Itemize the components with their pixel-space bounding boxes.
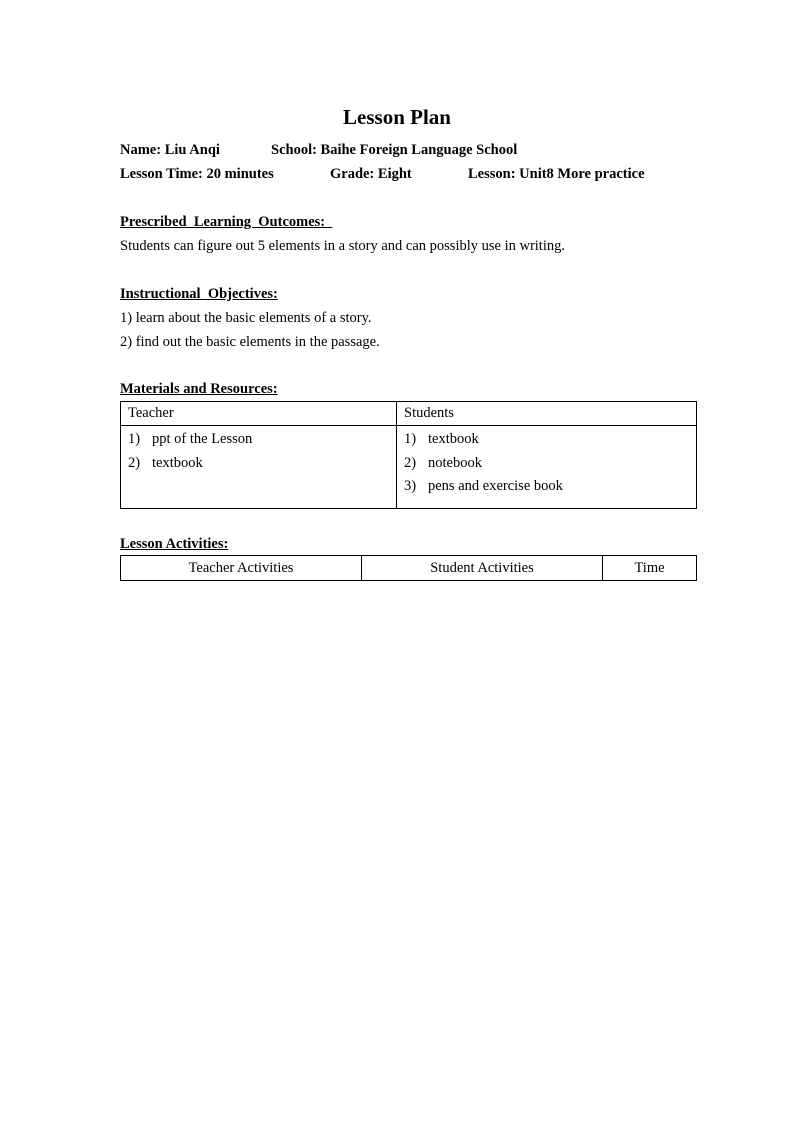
student-materials-list: [404, 428, 696, 499]
list-text: ppt of the Lesson: [152, 431, 253, 447]
column-header-time: Time: [603, 556, 697, 581]
list-text: textbook: [428, 431, 479, 447]
list-item: [404, 452, 696, 476]
column-header-teacher-activities: Teacher Activities: [121, 556, 362, 581]
lesson-time: Lesson Time: 20 minutes: [120, 166, 274, 182]
objective-item: 2) find out the basic elements in the passage.: [120, 334, 380, 350]
materials-heading: Materials and Resources:: [120, 381, 278, 397]
table-header-row: [121, 556, 697, 581]
list-number: 2): [128, 454, 141, 471]
table-row: [121, 426, 697, 509]
list-item: [404, 428, 696, 452]
list-text: notebook: [428, 454, 482, 471]
table-header-row: [121, 402, 697, 426]
student-materials-cell: [397, 426, 697, 509]
teacher-materials-cell: [121, 426, 397, 509]
list-item: [404, 475, 696, 499]
objectives-heading: Instructional Objectives:: [120, 286, 278, 302]
school-name: School: Baihe Foreign Language School: [271, 142, 518, 158]
outcomes-text: Students can figure out 5 elements in a story and can possibly use in writing.: [120, 238, 565, 254]
list-text: pens and exercise book: [428, 478, 563, 494]
list-number: 1): [128, 431, 141, 447]
objective-item: 1) learn about the basic elements of a story.: [120, 310, 372, 326]
grade: Grade: Eight: [330, 166, 412, 182]
outcomes-heading: Prescribed Learning Outcomes:: [120, 214, 333, 230]
teacher-name: Name: Liu Anqi: [120, 142, 220, 158]
activities-heading: Lesson Activities:: [120, 536, 229, 552]
list-number: 2): [404, 454, 417, 471]
list-text: textbook: [152, 454, 203, 471]
materials-table: [120, 401, 697, 509]
column-header-student-activities: Student Activities: [362, 556, 603, 581]
list-item: [128, 452, 396, 476]
teacher-materials-list: [128, 428, 396, 475]
list-number: 1): [404, 431, 417, 447]
list-item: [128, 428, 396, 452]
page-title: Lesson Plan: [343, 105, 451, 129]
list-number: 3): [404, 478, 417, 494]
activities-table: [120, 555, 697, 581]
column-header-teacher: Teacher: [121, 402, 397, 426]
lesson-name: Lesson: Unit8 More practice: [468, 166, 645, 182]
column-header-students: Students: [397, 402, 697, 426]
